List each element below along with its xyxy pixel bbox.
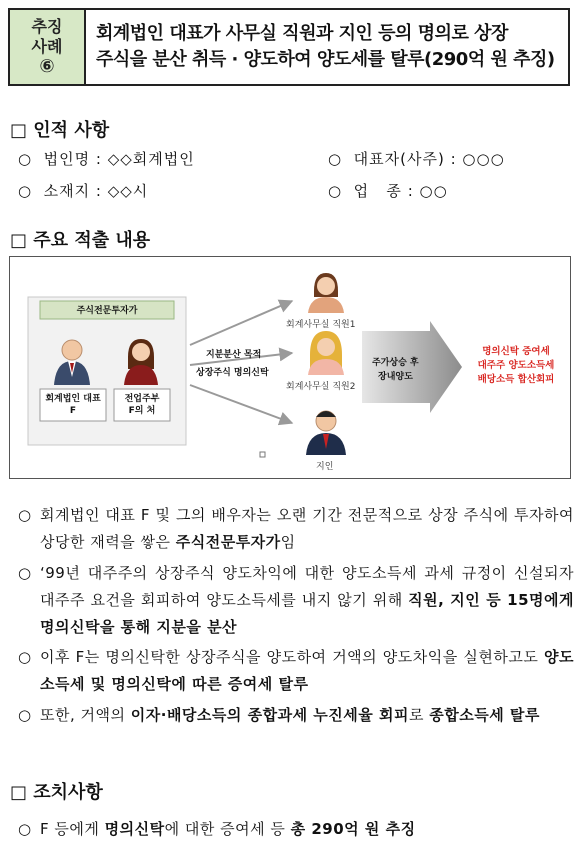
- acquaintance-label: 지인: [316, 462, 334, 472]
- info-value: ◇◇시: [107, 182, 149, 200]
- result-transfer-tax: 대주주 양도소득세: [477, 360, 555, 371]
- employee2-label: 회계사무실 직원2: [286, 382, 356, 392]
- section-heading-personal: □ 인적 사항: [10, 120, 110, 141]
- paragraph-text: [40, 816, 574, 843]
- info-value: ○○○: [462, 150, 505, 168]
- text-part: F 등에게: [40, 820, 105, 838]
- text-part: 임: [280, 533, 296, 551]
- text-part-bold: 직원, 지인 등 15명에게 명의신탁을 통해 지분을 분산: [40, 591, 574, 636]
- badge-number: ⑥: [39, 56, 55, 77]
- scheme-diagram: [9, 256, 571, 479]
- finding-paragraph-1: [18, 502, 574, 556]
- acquaintance-icon: [306, 411, 346, 455]
- text-part: 이후 F는 명의신탁한 상장주식을 양도하여 거액의 양도차익을 실현하고도: [40, 648, 545, 666]
- arrow-label-trust: 상장주식 명의신탁: [196, 368, 269, 378]
- text-part: ‘99년 대주주의 상장주식 양도차익에 대한 양도소득세 과세 규정이 신설되자 대주주 요건을 회피하여 양도소득세를 내지 않기 위해: [40, 564, 574, 609]
- text-part: 또한, 거액의: [40, 706, 131, 724]
- result-dividend: 배당소득 합산회피: [477, 374, 555, 385]
- info-industry: [328, 180, 448, 201]
- bullet: ○: [18, 182, 33, 200]
- person-f-label: 회계법인 대표 F: [45, 394, 101, 416]
- bullet: ○: [18, 820, 32, 838]
- big-arrow-label2: 장내양도: [378, 372, 413, 382]
- info-label: 법인명 :: [43, 150, 102, 168]
- text-part-bold: 명의신탁: [104, 820, 165, 838]
- info-value: ◇◇회계법인: [107, 150, 195, 168]
- badge-line2: 사례: [31, 37, 63, 56]
- info-location: [18, 180, 148, 201]
- bullet: ○: [18, 564, 32, 582]
- paragraph-text: [40, 560, 574, 641]
- paragraph-text: [40, 644, 574, 698]
- employee1-icon: [308, 273, 344, 313]
- investor-label: 주식전문투자가: [76, 306, 138, 316]
- text-part: 회계법인 대표 F 및 그의 배우자는 오랜 기간 전문적으로 상장 주식에 투자하여 상당한 재력을 쌓은: [40, 506, 574, 551]
- person-wife-label: 전업주부 F의 처: [124, 394, 160, 416]
- employee2-icon: [308, 331, 344, 375]
- bullet: ○: [18, 506, 32, 524]
- big-arrow-label1: 주가상승 후: [372, 358, 419, 368]
- text-part-bold: 종합소득세 탈루: [429, 706, 540, 724]
- bullet: ○: [18, 648, 32, 666]
- small-square: [260, 452, 265, 457]
- case-badge: [10, 10, 86, 84]
- case-title: [86, 10, 568, 84]
- text-part-bold: 양도소득세 및 명의신탁에 따른 증여세 탈루: [40, 648, 574, 693]
- arrow-to-acquaint: [190, 385, 292, 423]
- arrow-label-purpose: 지분분산 목적: [206, 350, 262, 360]
- text-part-bold: 총 290억 원 추징: [290, 820, 416, 838]
- result-gift-tax: 명의신탁 증여세: [482, 346, 550, 357]
- finding-paragraph-2: [18, 560, 574, 641]
- finding-paragraph-4: [18, 702, 574, 729]
- info-label: 대표자(사주) :: [353, 150, 457, 168]
- info-ceo: [328, 148, 505, 169]
- bullet: ○: [18, 150, 33, 168]
- section-heading-findings: □ 주요 적출 내용: [10, 230, 151, 251]
- text-part: 에 대한 증여세 등: [164, 820, 291, 838]
- bullet: ○: [328, 150, 343, 168]
- bullet: ○: [18, 706, 32, 724]
- result-box: [468, 345, 564, 387]
- action-paragraph: [18, 816, 574, 843]
- info-corp-name: [18, 148, 195, 169]
- info-label: 업 종 :: [353, 182, 414, 200]
- text-part-bold: 주식전문투자가: [175, 533, 281, 551]
- employee1-label: 회계사무실 직원1: [286, 320, 356, 330]
- case-header: [8, 8, 570, 86]
- title-line1: 회계법인 대표가 사무실 직원과 지인 등의 명의로 상장: [96, 23, 508, 44]
- text-part: 로: [408, 706, 430, 724]
- bullet: ○: [328, 182, 343, 200]
- paragraph-text: [40, 502, 574, 556]
- text-part-bold: 이자·배당소득의 종합과세 누진세율 회피: [130, 706, 409, 724]
- info-label: 소재지 :: [43, 182, 102, 200]
- title-line2: 주식을 분산 취득 · 양도하여 양도세를 탈루(290억 원 추징): [96, 49, 555, 70]
- finding-paragraph-3: [18, 644, 574, 698]
- section-heading-action: □ 조치사항: [10, 782, 103, 803]
- badge-line1: 추징: [31, 17, 63, 36]
- arrow-to-emp1: [190, 301, 292, 345]
- paragraph-text: [40, 702, 574, 729]
- info-value: ○○: [419, 182, 448, 200]
